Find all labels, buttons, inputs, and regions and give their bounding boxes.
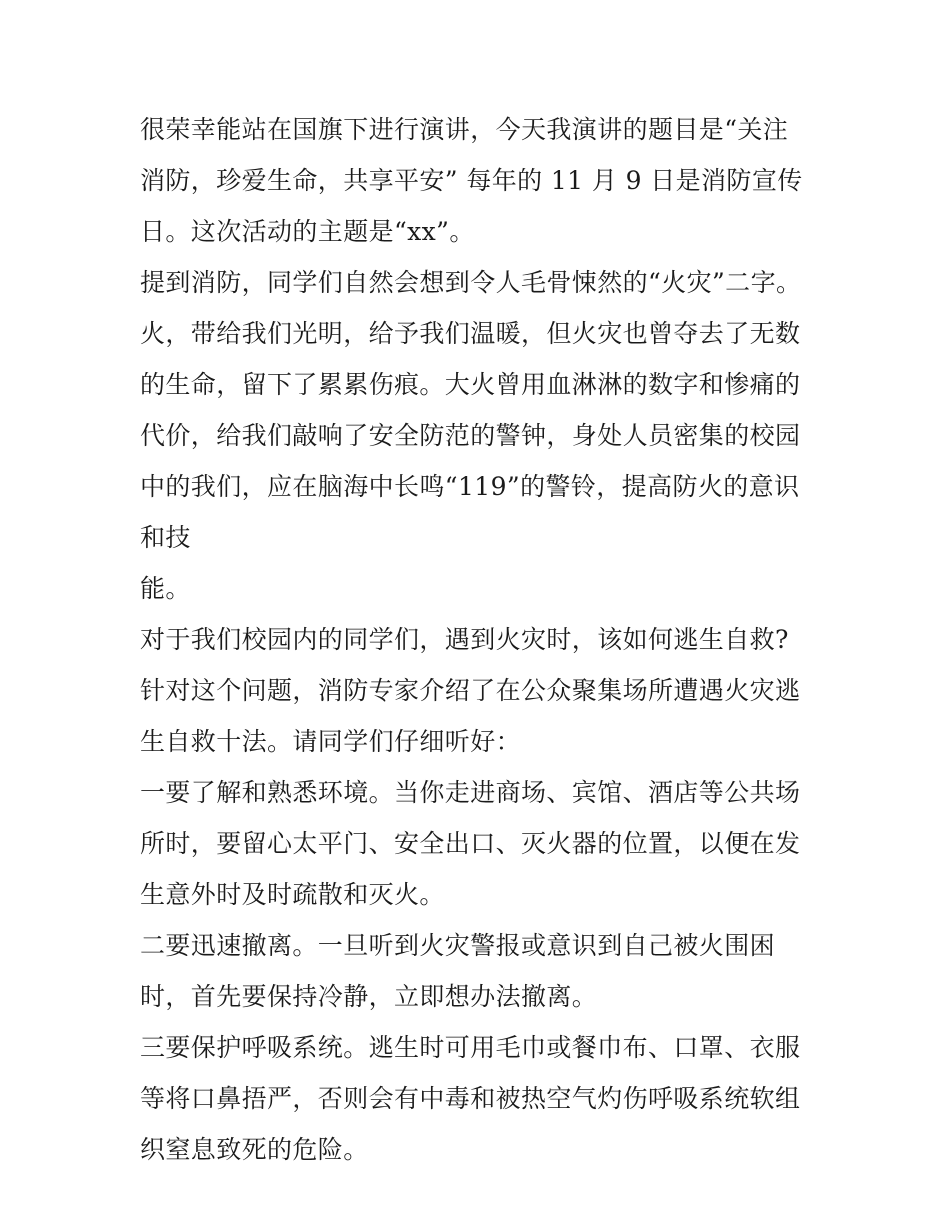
paragraph-fire-warning: 火，带给我们光明，给予我们温暖，但火灾也曾夺去了无数的生命，留下了累累伤痕。大火曾用血淋淋的数字和惨痛的代价，给我们敲响了安全防范的警钟，身处人员密集的校园中的我们，应在脑海中长鸣“119”的警铃，提高防火的意识和技 能。 <box>140 319 801 603</box>
paragraph-escape-question: 对于我们校园内的同学们，遇到火灾时，该如何逃生自救?针对这个问题，消防专家介绍了在公众聚集场所遭遇火灾逃生自救十法。请同学们仔细听好： <box>140 625 801 756</box>
body-text <box>140 104 812 1175</box>
paragraph-rule-one: 一要了解和熟悉环境。当你走进商场、宾馆、酒店等公共场所时，要留心太平门、安全出口、灭火器的位置，以便在发生意外时及时疏散和灭火。 <box>140 778 801 909</box>
paragraph-rule-three: 三要保护呼吸系统。逃生时可用毛巾或餐巾布、口罩、衣服等将口鼻捂严，否则会有中毒和被热空气灼伤呼吸系统软组织窒息致死的危险。 <box>140 1033 801 1164</box>
paragraph-fire-mention: 提到消防，同学们自然会想到令人毛骨悚然的“火灾”二字。 <box>140 268 802 297</box>
paragraph-intro: 很荣幸能站在国旗下进行演讲，今天我演讲的题目是“关注消防，珍爱生命，共享平安” 每年的 11 月 9 日是消防宣传日。这次活动的主题是“xx”。 <box>140 115 803 246</box>
paragraph-rule-two: 二要迅速撤离。一旦听到火灾警报或意识到自己被火围困时，首先要保持冷静，立即想办法撤离。 <box>140 931 776 1011</box>
